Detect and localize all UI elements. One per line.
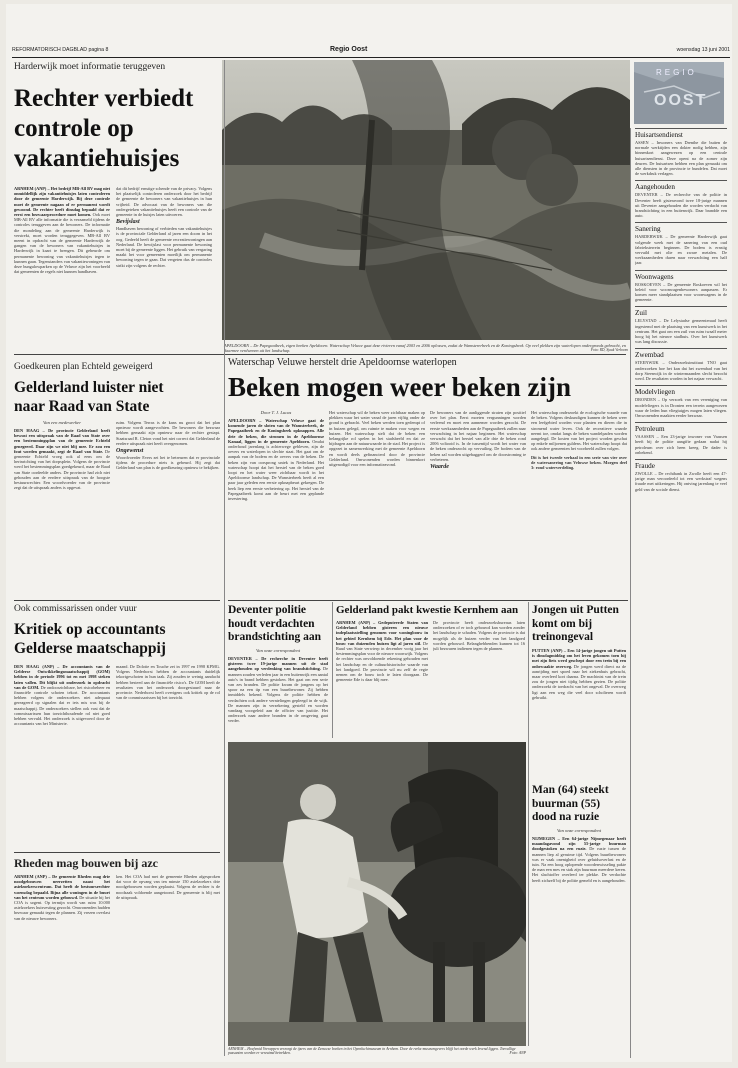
headline-line: Jongen uit Putten bbox=[532, 604, 619, 616]
sidebar-brief-heading: Fraude bbox=[635, 461, 655, 470]
headline-line: Kritiek op accountants bbox=[14, 621, 166, 638]
headline-line: controle op bbox=[14, 115, 134, 142]
article3-text: ruim. Volgens Terras is de kans nu groot dat het plan opnieuw wordt aangevochten. De bewoners die bezwaar hebben gemaakt zijn opnieuw naar de rechter gestapt. Staatsraad R. Cleton vond het niet correct dat Gelderland de eerdere uitspraak niet heeft overgenomen. bbox=[116, 420, 220, 446]
sidebar-brief-heading: Zuil bbox=[635, 309, 647, 318]
article4-headline bbox=[14, 620, 224, 658]
photo1-credit: Foto: RD, Sjaak Verboom bbox=[590, 348, 628, 353]
article3-column-2 bbox=[116, 420, 220, 594]
article5-column-2 bbox=[116, 874, 220, 1058]
article4-lead: DEN HAAG (ANP) – De accountants van de Gelderse Ontwikkelingsmaatschappij (GOM) hebben in de periode 1996 tot en met 1998 steken laten vallen. Dit blijkt uit onderzoek in opdracht van de GOM. bbox=[14, 664, 110, 690]
article9-byline: Van onze correspondent bbox=[557, 828, 601, 833]
headline-line: houdt verdachten bbox=[228, 617, 315, 630]
article1-kicker: Harderwijk moet informatie teruggeven bbox=[14, 62, 166, 72]
sidebar-brief-text: DEVENTER – De recherche van de politie in Deventer heeft gisteravond twee 18-jarige mannen uit Deventer aangehouden die worden verdacht van brandstichting in een buitenwijk. Daar brandde een auto. bbox=[635, 192, 727, 219]
section-rule bbox=[228, 600, 628, 601]
article8-column bbox=[532, 648, 626, 776]
photo1-caption-text: APELDOORN – De Papegaaibeek, eigen beeken Apeldoorn. Waterschap Veluwe gaat deze rivieren vanaf 2003 en 2006 oplossen, zodat de Wamstererbeek en de Koningsbeek. Op veel plekken zijn waterlopen ondergronds gebracht, en daarmee verdwenen uit het landschap. bbox=[224, 343, 626, 354]
photo1-caption bbox=[224, 343, 628, 353]
masthead-section: Regio Oost bbox=[330, 46, 368, 53]
article8-lead: PUTTEN (ANP) – Een 14-jarige jongen uit Putten is dinsdagmiddag om het leven gekomen toen hij met zijn fiets werd geschept door een trein bij een onbewaakte overweg. bbox=[532, 648, 626, 669]
article7-column-1 bbox=[336, 620, 428, 738]
article8-headline bbox=[532, 604, 628, 645]
sidebar-brief-text: VAASSEN – Een 23-jarige inwoner van Vaassen heeft bij de politie aangifte gedaan nadat hij petroleum over zich heen kreeg. De dader is onbekend. bbox=[635, 434, 727, 455]
article9-lead: NIJMEGEN – Een 64-jarige Nijmegenaar heeft maandagavond zijn 55-jarige buurman doodgestoken na een ruzie. bbox=[532, 836, 626, 852]
article3-text: Woordvoerder Evers zei het te betreuren dat er provinciale tijdens de procedure niets is gebeurd. Hij zegt dat Gelderland van plan is de goedkeuring opnieuw te bekijken. bbox=[116, 455, 220, 471]
sidebar-briefs bbox=[635, 128, 727, 1058]
article7-text: De provincie heeft onderzoeksbureaus laten onderzoeken of er toch gebouwd kan worden zonder het landschap te schaden. Volgens de provincie is dat mogelijk als de huizen verder van het landgoed worden gebouwd. Belanghebbenden kunnen tot 16 juli bezwaren indienen tegen de plannen. bbox=[433, 620, 525, 652]
photo2-caption bbox=[228, 1047, 526, 1056]
article7-column-2 bbox=[433, 620, 525, 738]
article3-lead: DEN HAAG – De provincie Gelderland heeft bewust een uitspraak van de Raad van State over een bestemmingsplan van de gemeente Echteld genegeerd. Daar zijn we niet blij mee. Er zou een fout worden gemaakt, zegt de Raad van State. bbox=[14, 428, 110, 454]
sidebar-brief-heading: Petroleum bbox=[635, 425, 665, 434]
photo-stream-landscape bbox=[222, 60, 630, 340]
article5-text: ken. Het COA had met de gemeente Rheden afgesproken dat voor de opvang van ten minste 150 asielzoekers drie noodgebouwen worden geplaatst. Volgens de rechter is de noodzaak voldoende aangetoond. De gemeente is blij met de uitspraak. bbox=[116, 874, 220, 900]
article5-text: De situatie bij het COA is urgent. Op termijn wordt van ruim 10.000 asielzoekers huisvesting gezocht. Omwonenden hadden bezwaar gemaakt tegen de plannen. Zij vrezen overlast van de nieuwe bewoners. bbox=[14, 894, 110, 921]
photo-blacksmith-horse bbox=[228, 742, 526, 1046]
headline-line: komt om bij bbox=[532, 617, 593, 630]
sidebar-brief bbox=[635, 128, 727, 176]
article4-text: De ondoorzichtbare, het risicobeheer en financiële controle schoten tekort. De accountants hebben volgens de onderzoekers niet adequaat gereageerd op signalen dat er iets mis was bij de maatschappij. De onderzoekers stellen ook vast dat de commissarissen hun toezichthoudende rol niet goed hebben vervuld. Het onderzoek is uitgevoerd door de accountants van het Ministerie. bbox=[14, 684, 110, 727]
section-rule bbox=[14, 600, 220, 601]
article2-column-1 bbox=[228, 418, 324, 594]
article1-column-1 bbox=[14, 186, 110, 346]
article5-lead: ARNHEM (ANP) – De gemeente Rheden mag drie noodgebouwen neerzetten naast het asielzoekerscentrum. Dat heeft de bestuursrechter woensdag bepaald. Bijna alle woningen in de buurt van het centrum worden gebouwd. bbox=[14, 874, 110, 900]
article1-column-2 bbox=[116, 186, 212, 346]
headline-line: treinongeval bbox=[532, 631, 594, 643]
article7-headline: Gelderland pakt kwestie Kernhem aan bbox=[336, 604, 519, 616]
photo2-credit: Foto: ANP bbox=[509, 1051, 526, 1056]
blacksmith-image bbox=[228, 742, 526, 1046]
article4-text: maand. De Dolotie en Touche zei in 1997 en 1998 KPMG. Volgens Nederhorst hebben de accountants duidelijk tekortgeschoten in hun taak. Zij zouden te weinig aandacht hebben besteed aan de financiële risico's. De GOM heeft de resultaten van het onderzoek doorgestuurd naar de provincie. Nederhorst heeft overigens ook kritiek op de rol van de commissarissen bij het toezicht. bbox=[116, 664, 220, 701]
article6-column bbox=[228, 656, 328, 736]
article6-text: De mannen zouden verleden jaar in een buitenwijk een aantal auto's in brand hebben gestoken. Het gaat om een serie van zes branden. De politie kwam de jongens op het spoor na een tip van een buurtbewoner. Zij hebben inmiddels bekend. Volgens de politie hebben de verdachten ook andere vernielingen gepleegd in de wijk. De mannen zijn in verzekering gesteld en worden vandaag voorgeleid aan de officier van justitie. Het onderzoek naar andere branden in de omgeving gaat verder. bbox=[228, 666, 328, 724]
column-divider bbox=[332, 602, 333, 738]
article2-column-3 bbox=[430, 410, 526, 594]
column-divider bbox=[528, 602, 529, 1046]
sidebar-brief bbox=[635, 306, 727, 344]
sidebar-brief-heading: Aangehouden bbox=[635, 183, 675, 192]
sidebar-brief-heading: Modelvliegen bbox=[635, 388, 675, 397]
sidebar-brief-text: BOSKOEVEN – De gemeente Boskoeven wil het beleid voor woonwagenbewoners aanpassen. Er komen meer standplaatsen voor woonwagens in de gemeente. bbox=[635, 281, 727, 303]
sidebar-brief-text: HARDERWIJK – De gemeente Harderwijk gaat volgende week met de sanering van een oud fabrieksterrein beginnen. De bodem is ernstig vervuild met olie en zware metalen. De werkzaamheden duren naar verwachting een half jaar. bbox=[635, 234, 727, 266]
regio-sub-label: OOST bbox=[654, 92, 708, 109]
sidebar-brief bbox=[635, 270, 727, 303]
sidebar-brief-heading: Sanering bbox=[635, 225, 661, 234]
article2-text: Omdat onderhoud jarenlang is achterwege gebleven, zijn de oevers en waterlopen in slechte staat. Het gaat om de aanpak van de bodem en de oevers van de beken. De beken zijn van oorsprong uniek in Nederland. Het waterschap hoopt dat het herstel van de beken goed loopt en het water weer zichtbaar wordt in het Apeldoornse landschap. De Wamsterbeek heeft al een paar jaar geleden een eerste opknapbeurt gekregen. De beek liep een eerste verbetering op. Het herstel van de Papegaaibeek komt aan de beurt met een geplande investering. bbox=[228, 438, 324, 502]
article6-lead: DEVENTER – De recherche in Deventer heeft gisteren twee 19-jarige mannen uit de stad aangehouden op verdenking van brandstichting. bbox=[228, 656, 328, 672]
article6-headline bbox=[228, 604, 332, 645]
regio-oost-logo bbox=[634, 62, 724, 124]
article8-text: De jongen werd direct na de aanrijding met spoed naar het ziekenhuis gebracht, maar overleed kort daarna. De machinist van de trein zou de jongen niet tijdig hebben gezien. De politie onderzoekt de toedracht van het ongeval. De overweg ligt aan een weg die veel door scholieren wordt gebruikt. bbox=[532, 663, 626, 700]
photo2-caption-text: ARNHEM – Hoefsmid Veerappen verzorgt de ijzers van de Zeeuwse boeken in het Openluchtmuseum in Arnhem. Door de reeks-museumgevers blijft het oorde werk levend liggen. Toevallige passanten worden er verzuimd betrekken. bbox=[228, 1047, 516, 1056]
landscape-image bbox=[222, 60, 630, 340]
sidebar-brief-text: DRONDEN – Op verzoek van een vereniging van modelvliegers is in Dronten een terrein aangewezen waar de leden hun vliegtuigjes mogen laten vliegen. Omwonenden maakten eerder bezwaar. bbox=[635, 397, 727, 418]
article2-lead: APELDOORN – Waterschap Veluwe gaat de komende jaren de sloten van de Wamsterbeek, de Papegaaibeek en de Koningsbeek opknappen. Alle drie de beken, die stromen in de Apeldoornse Kanaal, liggen in de gemeente Apeldoorn. bbox=[228, 418, 324, 444]
article2-headline: Beken mogen weer beken zijn bbox=[228, 372, 571, 402]
masthead bbox=[12, 44, 730, 58]
section-rule bbox=[14, 354, 626, 355]
sidebar-brief-text: ZWOLLE – De rechtbank in Zwolle heeft een 47-jarige man veroordeeld tot een werkstraf wegens fraude met uitkeringen. Hij ontving jarenlang te veel geld van de sociale dienst. bbox=[635, 470, 727, 492]
article1-headline bbox=[14, 84, 224, 174]
article2-text: Het waterschap wil de beken weer zichtbaar maken op plekken waar het water vanaf de jaren vijftig onder de grond is gebracht. Veel beken werden toen gedempt of in buizen gelegd, om ruimte te maken voor wegen en huizen. Het waterschap stelt dat de beken een belangrijke rol spelen in het stadsbeeld en dat ze bijdragen aan de natuurwaarde in de stad. Het project is opgezet in samenwerking met de gemeente Apeldoorn en wordt deels gefinancierd door de provincie Gelderland. Omwonenden worden binnenkort uitgenodigd voor een informatieavond. bbox=[329, 410, 425, 468]
sidebar-brief bbox=[635, 180, 727, 218]
article1-subhead: Bevijslast bbox=[116, 219, 140, 226]
sidebar-brief bbox=[635, 422, 727, 455]
sidebar-brief-heading: Zwembad bbox=[635, 351, 664, 360]
article3-byline: Van een medewerker bbox=[42, 420, 81, 425]
headline-line: Rechter verbiedt bbox=[14, 85, 194, 112]
article9-text: De ruzie tussen de mannen liep al geruime tijd. Volgens buurtbewoners was er vaak onenigheid over geluidsoverlast en de tuin. Na een hoog oplopende woordenwisseling pakte de man een mes en stak zijn buurman meerdere keren. Het slachtoffer overleed ter plekke. De verdachte heeft zichzelf bij de politie gemeld en is aangehouden. bbox=[532, 846, 626, 883]
article2-kicker: Waterschap Veluwe herstelt drie Apeldoornse waterlopen bbox=[228, 357, 457, 368]
masthead-paper-page: REFORMATORISCH DAGBLAD pagina 8 bbox=[12, 47, 109, 53]
article1-text: Ook moet MB-All BV alle informatie die is verzameld tijdens de controles teruggeven aan de bewoners. De informatie die mondeling aan de gemeente Harderwijk is verstrekt, moet worden teruggegeven. MB-All BV meent in opdracht van de gemeente Harderwijk de gangen van de bewoners van vakantiehuisjes in Harderwijk in kaart te brengen. Dit gebeurde om permanente bewoning van vakantiehuisjes tegen te kunnen gaan. Tegenstanders van vakantiewoningen van deze bungalowparken op de Veluwe zijn het voorbeeld dat gemeenten de regels niet kunnen handhaven. bbox=[14, 212, 110, 275]
article9-column bbox=[532, 836, 626, 1046]
article2-column-4 bbox=[531, 410, 627, 594]
article2-byline: Door T. J. Lucas bbox=[260, 410, 292, 415]
article2-text: Het waterschap onderzoekt de ecologische waarde van de beken. Volgens deskundigen kunnen de beken weer een leefgebied worden voor planten en dieren die in stromend water leven. Ook de recreatieve waarde neemt toe, omdat langs de beken wandelpaden worden aangelegd. De kosten van het project worden geschat op enkele miljoenen guldens. Het waterschap hoopt dat ook andere gemeenten het voorbeeld zullen volgen. bbox=[531, 410, 627, 452]
article5-column-1 bbox=[14, 874, 110, 1058]
article3-subhead: Ongewenst bbox=[116, 448, 144, 455]
headline-line: naar Raad van State bbox=[14, 398, 150, 415]
sidebar-brief-text: LELYSTAD – De Lelystadse gemeenteraad heeft ingestemd met de plaatsing van een kunstwerk in het centrum. Het gaat om een zuil van ruim twaalf meter hoog bij het nieuwe stadhuis. Over het kunstwerk was lang discussie. bbox=[635, 318, 727, 345]
article7-lead: ARNHEM (ANP) – Gedeputeerde Staten van Gelderland hebben gisteren een nieuwe indeplaatsstelling genomen voor woningbouw in het gebied Kernhem bij Ede. Het plan voor de bouw van duizenden huizen ligt al jaren stil. bbox=[336, 620, 428, 646]
section-rule bbox=[14, 852, 220, 853]
headline-line: vakantiehuisjes bbox=[14, 145, 180, 172]
article1-text: dat dit bedrijf ernstige schende van de privacy. Volgens het plaatselijk controleren onderzoek door het bedrijf de gemeente de bewoners van vakantiehuisjes in hun vrijheid. De advocaat van de bewoners van die ondergeteken vakantiehuisjes heeft een controle van de gemeente in de huisjes laten uitvoeren. bbox=[116, 186, 212, 218]
article3-headline bbox=[14, 378, 224, 416]
article2-text: De bewoners van de aanliggende straten zijn positief over het plan. Eerst moeten vergunningen worden verleend en moet een aannemer worden gezocht. De eerste werkzaamheden aan de Papegaaibeek zullen naar verwachting in het najaar beginnen. Het waterschap verwacht dat het herstel van alle drie de beken rond 2006 voltooid is. In de tussentijd wordt het water van de beken onderzocht op vervuiling. De bodem van de beken zal worden uitgebaggerd om de doorstroming te verbeteren. bbox=[430, 410, 526, 462]
article3-text: De gemeente Echteld vroeg ook al eens om de herinrichting van het dorpsplein. Volgens de provincie werd het bestemmingsplan goedgekeurd, maar de Raad van State oordeelde anders. De provincie had zich niet gehouden aan de eerdere uitspraak van de hoogste bestuursrechter. Een woordvoerder van de provincie zegt dat de uitspraak anders is opgevat. bbox=[14, 448, 110, 491]
sidebar-brief-text: STEENWIJK – Onderzoeksinstituut TNO gaat onderzoeken hoe het kan dat het zwembad van het dorp Steenwijk in de wintermaanden slecht bezocht werd. De resultaten worden in het najaar verwacht. bbox=[635, 360, 727, 382]
sidebar-brief-text: ASSEN – Inwoners van Drenthe die buiten de normale werktijden een dokter nodig hebben, zijn binnenkort aangewezen op een centrale huisartsendienst. Deze opent na de zomer zijn deuren. De huisartsen hebben een plan gemaakt om alle diensten in de provincie te bundelen. Dat moet de werkdruk verlagen. bbox=[635, 140, 727, 177]
article2-subhead: Waarde bbox=[430, 464, 449, 471]
headline-line: brandstichting aan bbox=[228, 631, 321, 643]
article9-headline bbox=[532, 784, 628, 825]
masthead-date: woensdag 13 juni 2001 bbox=[676, 47, 730, 53]
column-divider bbox=[224, 60, 225, 1056]
headline-line: Gelderland luister niet bbox=[14, 379, 164, 396]
article3-kicker: Goedkeuren plan Echteld geweigerd bbox=[14, 362, 153, 372]
headline-line: dood na ruzie bbox=[532, 811, 600, 823]
sidebar-brief bbox=[635, 222, 727, 265]
sidebar-brief-heading: Huisartsendienst bbox=[635, 131, 683, 139]
sidebar-divider bbox=[630, 128, 631, 1058]
article6-byline: Van onze correspondent bbox=[256, 648, 300, 653]
article2-column-2 bbox=[329, 410, 425, 594]
article1-text: Handhaven bewoning of verbieden van vakantiehuisjes is de provinciale Gelderland al jaren een doorn in het oog. Gedeeld heeft de gemeente recreatiewoningen aan Nederland. De bewijslast voor permanente bewoning moet bij de gemeente liggen. Het gebruik van vergaring maakt het voor gemeenten moeilijk om permanente bewoning tegen te gaan. Dat vergeten dus de controles strikt zijn volgens de rechter. bbox=[116, 226, 212, 268]
article1-lead: ARNHEM (ANP) – Het bedrijf MB-All BV mag niet onmiddellijk zijn vakantiehuisjes laten controleren door de gemeente Harderwijk. Bij deze controle moet de gemeente nagaan of er permanent wordt gewoond. De rechter heeft dinsdag bepaald dat er eerst een bezwaarprocedure moet komen. bbox=[14, 186, 110, 218]
sidebar-brief bbox=[635, 348, 727, 381]
article4-column-2 bbox=[116, 664, 220, 846]
article5-headline: Rheden mag bouwen bij azc bbox=[14, 856, 159, 870]
article7-text: De Raad van State verwierp in december vorig jaar het bestemmingsplan voor de nieuwe woonwijk. Volgens de rechter was onvoldoende rekening gehouden met het landschap en de cultuurhistorische waarde van het landgoed. De provincie wil nu zelf de regie nemen om de bouw toch te laten doorgaan. De gemeente Ede is daar blij mee. bbox=[336, 640, 428, 683]
article4-kicker: Ook commissarissen onder vuur bbox=[14, 604, 137, 614]
headline-line: Gelderse maatschappij bbox=[14, 640, 166, 657]
sidebar-brief bbox=[635, 385, 727, 418]
sidebar-brief bbox=[635, 459, 727, 492]
regio-label: REGIO bbox=[656, 68, 697, 77]
article4-column-1 bbox=[14, 664, 110, 846]
sidebar-list bbox=[635, 128, 727, 492]
headline-line: Deventer politie bbox=[228, 604, 307, 616]
article3-column-1 bbox=[14, 428, 110, 594]
newspaper-page bbox=[6, 4, 732, 1062]
headline-line: Man (64) steekt bbox=[532, 784, 609, 796]
article2-series-note: Dit is het tweede verhaal in een serie van vier over de watersanering van Veluwse beken. Morgen deel 3: rond waterverdeling. bbox=[531, 454, 627, 471]
sidebar-brief-heading: Woonwagens bbox=[635, 272, 674, 281]
headline-line: buurman (55) bbox=[532, 797, 601, 810]
